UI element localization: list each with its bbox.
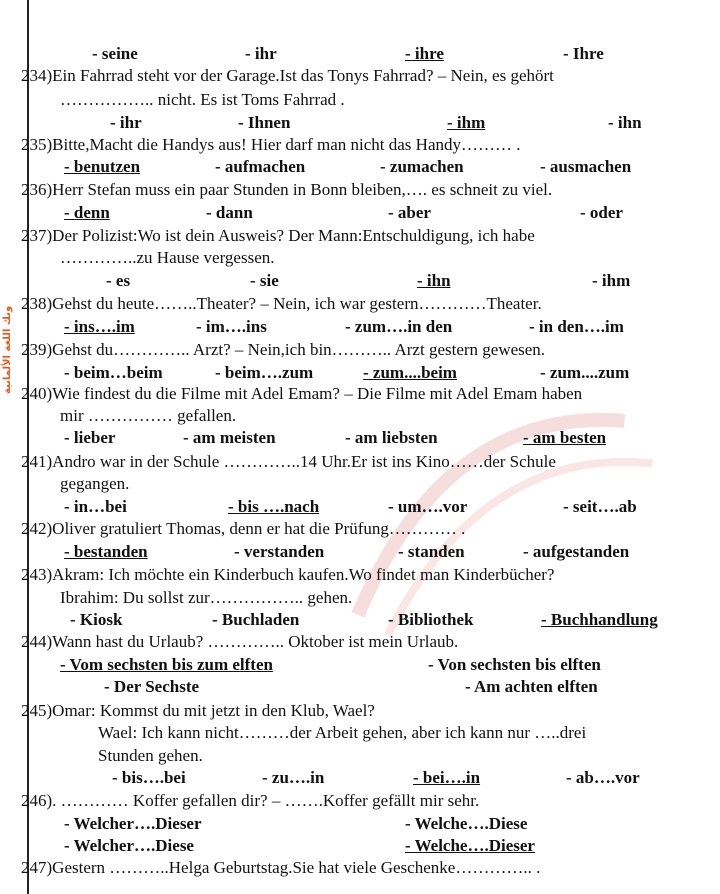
side-logo: ونك اللغة الألمانية — [2, 305, 13, 395]
answer-option: - ab….vor — [566, 768, 640, 787]
answer-option: - in den….im — [529, 317, 624, 336]
answer-option: - ihre — [405, 44, 444, 63]
answer-option: - Kiosk — [70, 610, 123, 629]
answer-option: - aufmachen — [215, 157, 306, 176]
question-line: 242)Oliver gratuliert Thomas, denn er hat die Prüfung………… . — [21, 519, 466, 538]
answer-option: - aber — [388, 203, 431, 222]
question-continuation: mir …………… gefallen. — [60, 406, 237, 425]
answer-option: - am besten — [523, 428, 607, 447]
answer-option: - es — [106, 271, 131, 290]
answer-option: - standen — [398, 542, 465, 561]
answer-option: - benutzen — [64, 157, 141, 176]
question-continuation: gegangen. — [60, 474, 130, 493]
question-continuation: …………..zu Hause vergessen. — [60, 248, 275, 267]
answer-option: - seit….ab — [563, 497, 637, 516]
question-line: 236)Herr Stefan muss ein paar Stunden in Bonn bleiben,…. es schneit zu viel. — [21, 180, 553, 199]
answer-option: - verstanden — [234, 542, 325, 561]
question-line: 237)Der Polizist:Wo ist dein Ausweis? Der Mann:Entschuldigung, ich habe — [21, 226, 535, 245]
answer-option: - ihm — [447, 113, 486, 132]
answer-option: - bis ….nach — [228, 497, 320, 516]
answer-option: - seine — [92, 44, 138, 63]
answer-option: - Welche….Dieser — [405, 836, 535, 855]
answer-option: - bei….in — [413, 768, 481, 787]
answer-option: - zum….in den — [345, 317, 453, 336]
answer-option: - aufgestanden — [523, 542, 630, 561]
answer-option: - Der Sechste — [104, 677, 200, 696]
answer-option: - zumachen — [380, 157, 464, 176]
answer-option: - um….vor — [388, 497, 468, 516]
answer-option: - Am achten elften — [465, 677, 598, 696]
answer-option: - Welche….Diese — [405, 814, 528, 833]
answer-option: - ihr — [110, 113, 142, 132]
question-line: 241)Andro war in der Schule …………..14 Uhr.Er ist ins Kino……der Schule — [21, 452, 556, 471]
question-line: 243)Akram: Ich möchte ein Kinderbuch kaufen.Wo findet man Kinderbücher? — [21, 565, 555, 584]
question-continuation: Wael: Ich kann nicht………der Arbeit gehen, aber ich kann nur …..drei — [98, 723, 587, 742]
answer-option: - Ihre — [563, 44, 604, 63]
answer-option: - denn — [64, 203, 110, 222]
answer-option: - sie — [250, 271, 279, 290]
question-line: 244)Wann hast du Urlaub? ………….. Oktober ist mein Urlaub. — [21, 632, 459, 651]
answer-option: - ihm — [592, 271, 631, 290]
answer-option: - ihr — [245, 44, 277, 63]
question-line: 234)Ein Fahrrad steht vor der Garage.Ist das Tonys Fahrrad? – Nein, es gehört — [21, 66, 554, 85]
answer-option: - zu….in — [262, 768, 325, 787]
answer-option: - Vom sechsten bis zum elften — [60, 655, 273, 674]
answer-option: - zum....zum — [540, 363, 630, 382]
answer-option: - Welcher….Dieser — [64, 814, 202, 833]
question-continuation: Stunden gehen. — [98, 746, 203, 765]
question-line: 235)Bitte,Macht die Handys aus! Hier darf man nicht das Handy……… . — [21, 135, 521, 154]
answer-option: - Ihnen — [238, 113, 291, 132]
answer-option: - am meisten — [183, 428, 276, 447]
answer-option: - zum....beim — [363, 363, 457, 382]
answer-option: - Welcher….Diese — [64, 836, 194, 855]
answer-option: - dann — [206, 203, 253, 222]
answer-option: - ihn — [417, 271, 451, 290]
answer-option: - Bibliothek — [388, 610, 474, 629]
question-line: 245)Omar: Kommst du mit jetzt in den Klub, Wael? — [21, 701, 375, 720]
answer-option: - Buchladen — [212, 610, 300, 629]
answer-option: - ins….im — [64, 317, 135, 336]
answer-option: - bis….bei — [112, 768, 186, 787]
answer-option: - oder — [580, 203, 623, 222]
question-continuation: Ibrahim: Du sollst zur…………….. gehen. — [60, 588, 353, 607]
answer-option: - beim…beim — [64, 363, 163, 382]
answer-option: - in…bei — [64, 497, 127, 516]
question-line: 246). ………… Koffer gefallen dir? – …….Koffer gefällt mir sehr. — [21, 791, 480, 810]
question-continuation: …………….. nicht. Es ist Toms Fahrrad . — [60, 90, 345, 109]
answer-option: - Von sechsten bis elften — [428, 655, 601, 674]
question-line: 239)Gehst du………….. Arzt? – Nein,ich bin……….. Arzt gestern gewesen. — [21, 340, 546, 359]
question-line: 247)Gestern ………..Helga Geburtstag.Sie hat viele Geschenke………….. . — [21, 858, 541, 877]
question-line: 240)Wie findest du die Filme mit Adel Emam? – Die Filme mit Adel Emam haben — [21, 384, 583, 403]
answer-option: - ihn — [608, 113, 642, 132]
answer-option: - lieber — [64, 428, 116, 447]
answer-option: - Buchhandlung — [541, 610, 658, 629]
question-line: 238)Gehst du heute……..Theater? – Nein, ich war gestern…………Theater. — [21, 294, 542, 313]
answer-option: - im….ins — [196, 317, 267, 336]
answer-option: - bestanden — [64, 542, 148, 561]
answer-option: - beim….zum — [215, 363, 314, 382]
answer-option: - ausmachen — [540, 157, 632, 176]
answer-option: - am liebsten — [345, 428, 438, 447]
